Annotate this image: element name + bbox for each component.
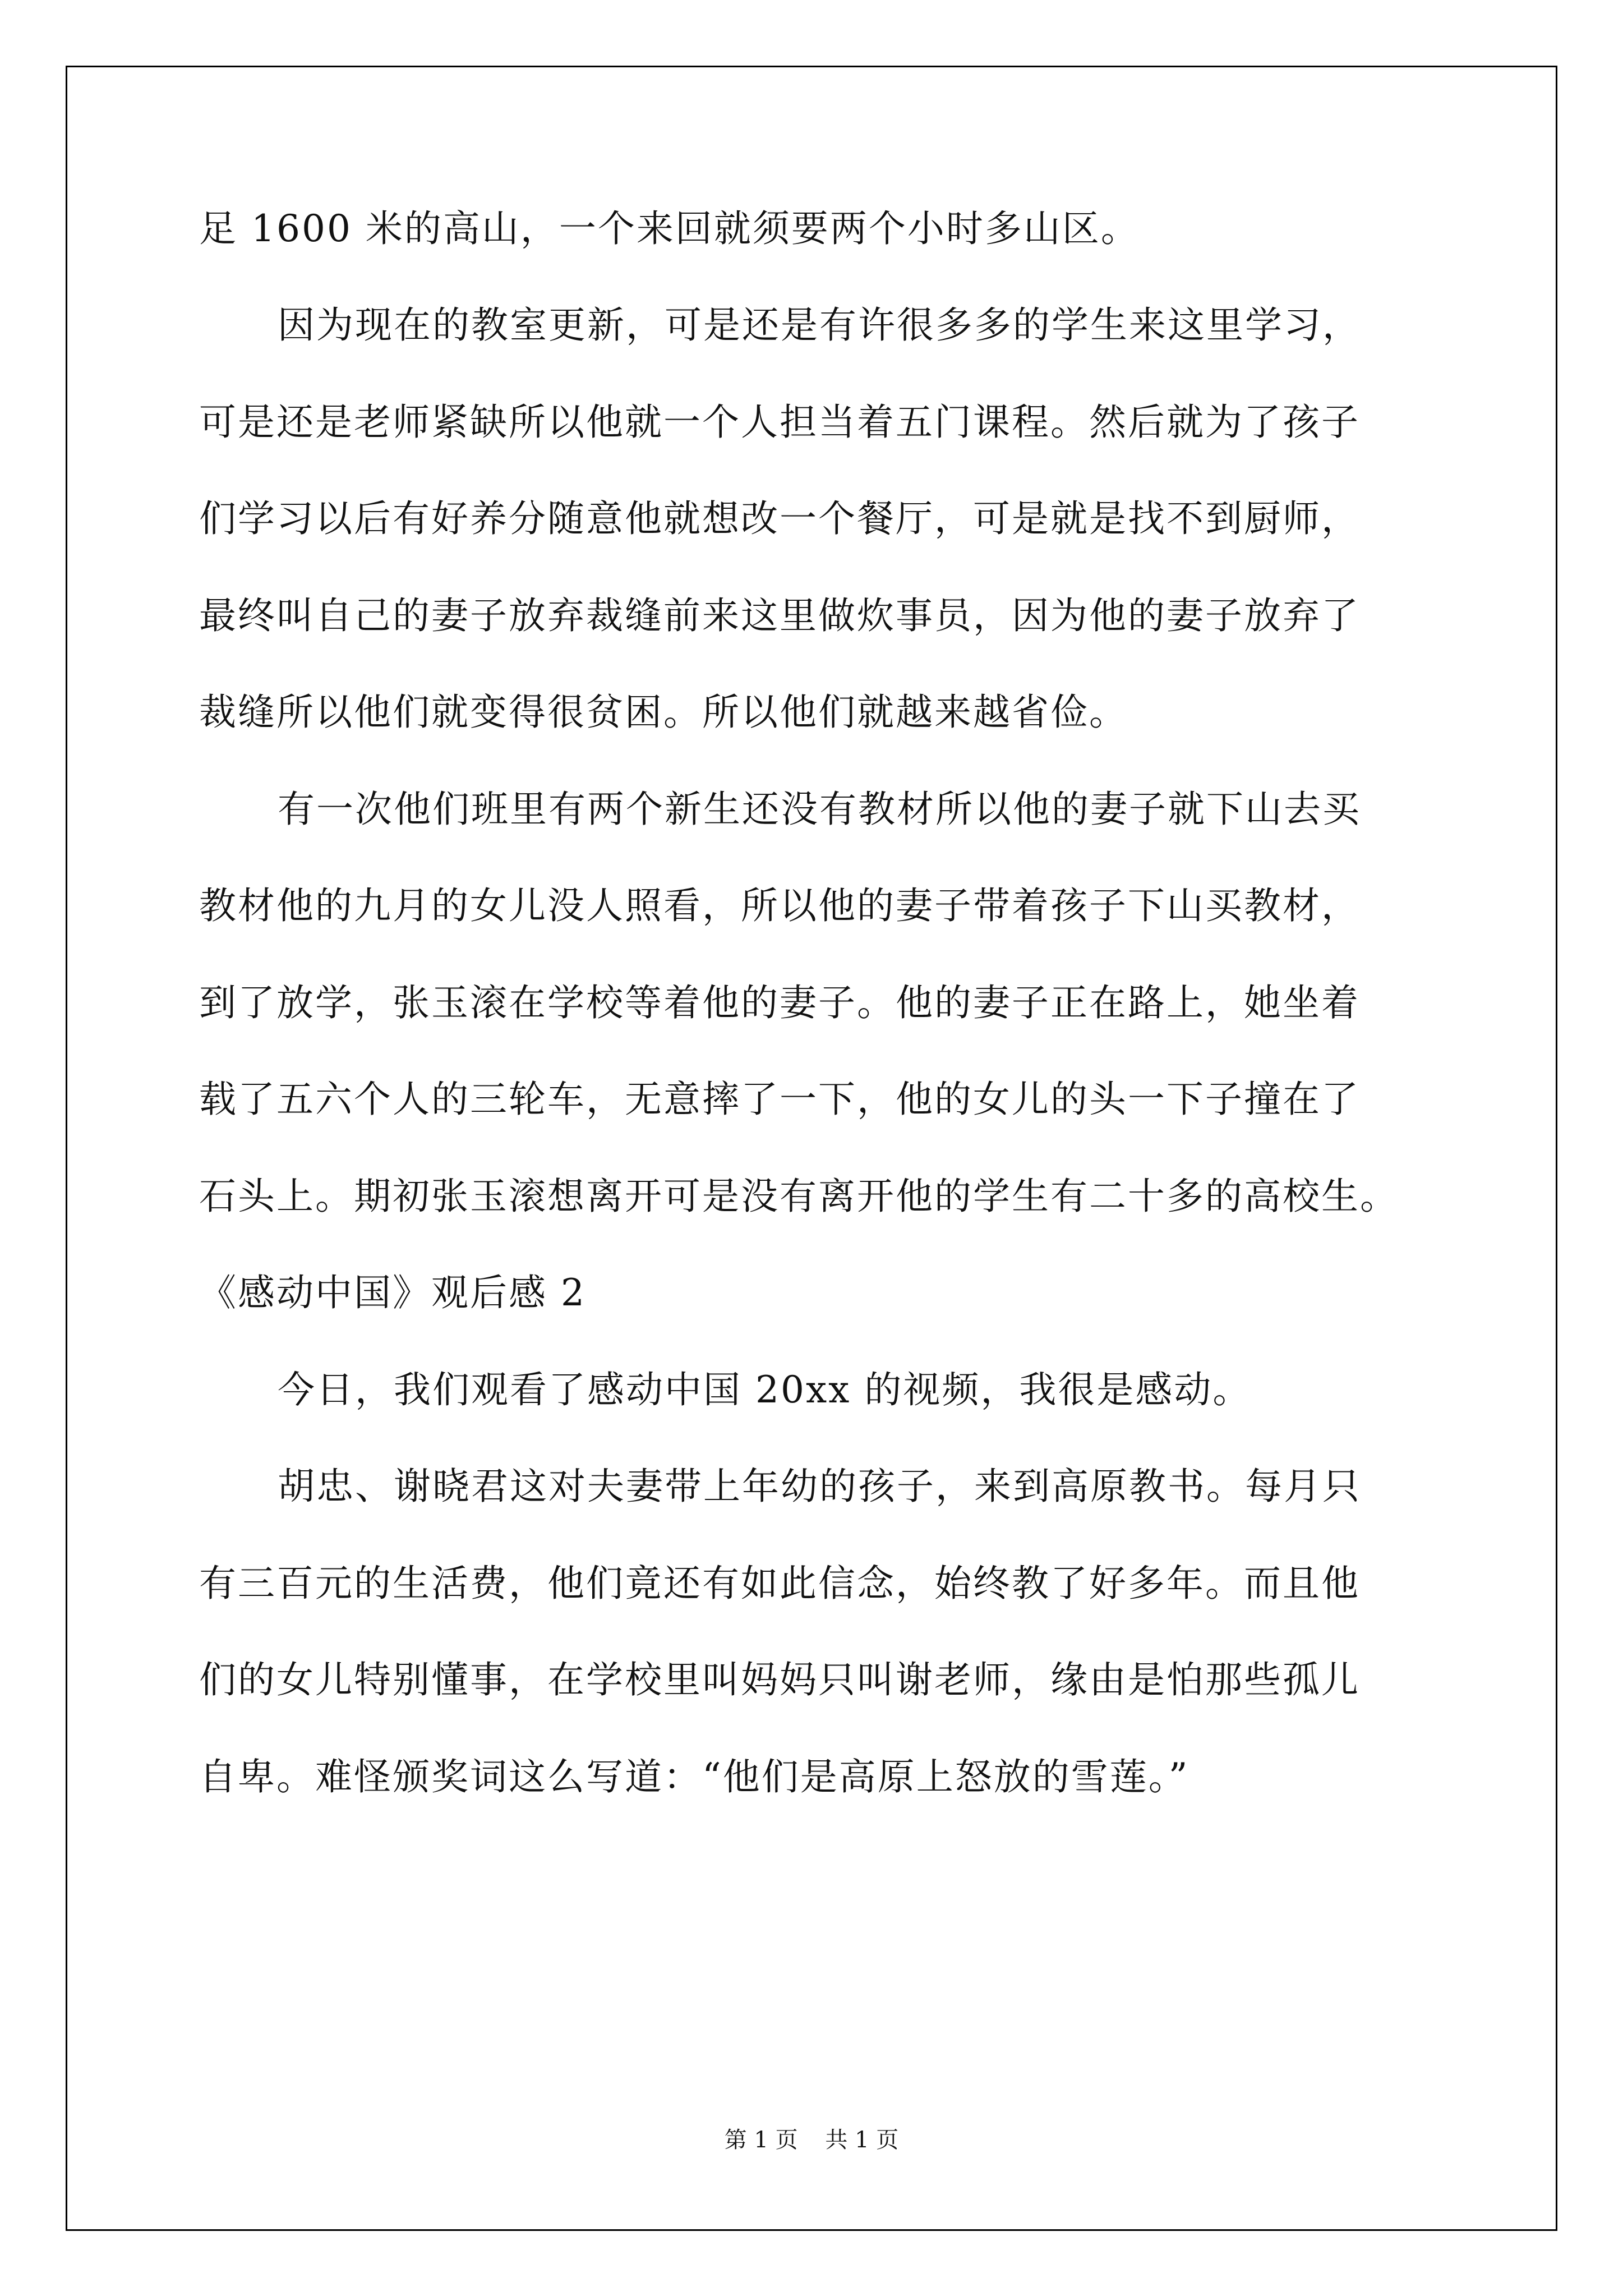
text-line: 到了放学，张玉滚在学校等着他的妻子。他的妻子正在路上，她坐着 [199,981,1360,1024]
section-heading: 《感动中国》观后感 2 [199,1271,586,1314]
text-line: 可是还是老师紧缺所以他就一个人担当着五门课程。然后就为了孩子 [199,401,1360,444]
page-footer [0,2129,1623,2151]
text-line: 们的女儿特别懂事，在学校里叫妈妈只叫谢老师，缘由是怕那些孤儿 [199,1658,1360,1701]
paragraph-start-line: 今日，我们观看了感动中国 20xx 的视频，我很是感动。 [278,1368,1252,1411]
paragraph-start-line: 因为现在的教室更新，可是还是有许很多多的学生来这里学习， [278,303,1361,347]
text-line: 足 1600 米的高山，一个来回就须要两个小时多山区。 [199,207,1140,250]
text-line: 最终叫自己的妻子放弃裁缝前来这里做炊事员，因为他的妻子放弃了 [199,594,1360,637]
text-line: 自卑。难怪颁奖词这么写道：“他们是高原上怒放的雪莲。” [199,1755,1189,1798]
paragraph-start-line: 胡忠、谢晓君这对夫妻带上年幼的孩子，来到高原教书。每月只 [278,1465,1361,1508]
text-line: 们学习以后有好养分随意他就想改一个餐厅，可是就是找不到厨师， [199,497,1360,540]
paragraph-start-line: 有一次他们班里有两个新生还没有教材所以他的妻子就下山去买 [278,788,1361,831]
text-line: 有三百元的生活费，他们竟还有如此信念，始终教了好多年。而且他 [199,1562,1360,1605]
text-line: 载了五六个人的三轮车，无意摔了一下，他的女儿的头一下子撞在了 [199,1078,1360,1121]
page-border [66,66,1557,2231]
text-line: 裁缝所以他们就变得很贫困。所以他们就越来越省俭。 [199,691,1128,734]
text-line: 石头上。期初张玉滚想离开可是没有离开他的学生有二十多的高校生。 [199,1175,1399,1218]
page-number: 第 1 页 [724,2127,798,2153]
text-line: 教材他的九月的女儿没人照看，所以他的妻子带着孩子下山买教材， [199,884,1360,927]
page-total: 共 1 页 [825,2127,899,2153]
